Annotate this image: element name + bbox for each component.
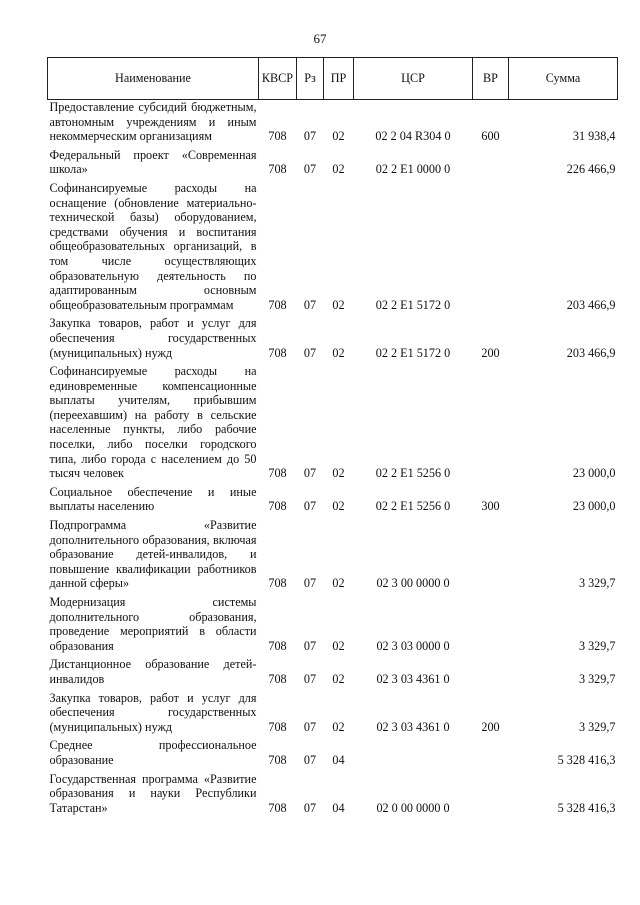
- row-sum: 3 329,7: [578, 719, 616, 734]
- budget-table: [47, 57, 618, 819]
- header-kvsr: КВСР: [259, 58, 297, 100]
- page-number: 67: [313, 31, 327, 46]
- row-sum: 203 466,9: [566, 345, 616, 360]
- row-name: Предоставление субсидий бюджетным, автономным учреждениям и иным некоммерческим организациям: [49, 100, 257, 144]
- table-row: [48, 595, 618, 657]
- row-vr: [473, 148, 509, 181]
- row-rz: 07: [303, 719, 317, 734]
- row-csr: 02 2 E1 5256 0: [375, 499, 451, 514]
- row-sum: 23 000,0: [572, 466, 616, 481]
- row-rz: 07: [303, 576, 317, 591]
- row-csr: 02 3 03 4361 0: [376, 719, 450, 734]
- row-pr: 02: [332, 499, 345, 514]
- row-vr: 200: [481, 719, 500, 734]
- row-vr: [473, 595, 509, 657]
- row-kvsr: 708: [268, 638, 287, 653]
- row-pr: 02: [332, 576, 345, 591]
- table-row: [48, 657, 618, 690]
- row-csr: 02 3 00 0000 0: [376, 576, 450, 591]
- row-csr: [354, 738, 473, 771]
- row-sum: 203 466,9: [566, 297, 616, 312]
- header-sum: Сумма: [509, 58, 618, 100]
- table-row: [48, 181, 618, 316]
- row-sum: 5 328 416,3: [557, 752, 616, 767]
- row-csr: 02 2 E1 0000 0: [375, 162, 451, 177]
- row-vr: [473, 181, 509, 316]
- table-row: [48, 738, 618, 771]
- row-sum: 3 329,7: [578, 671, 616, 686]
- row-pr: 02: [332, 671, 345, 686]
- row-csr: 02 0 00 0000 0: [376, 800, 450, 815]
- row-rz: 07: [303, 499, 317, 514]
- row-vr: 300: [481, 499, 500, 514]
- row-kvsr: 708: [268, 800, 287, 815]
- row-pr: 02: [332, 466, 345, 481]
- row-csr: 02 2 E1 5172 0: [375, 345, 451, 360]
- row-pr: 02: [332, 129, 345, 144]
- row-sum: 31 938,4: [572, 129, 616, 144]
- row-csr: 02 2 E1 5256 0: [375, 466, 451, 481]
- header-rz: Рз: [297, 58, 324, 100]
- row-pr: 04: [332, 800, 345, 815]
- table-row: [48, 518, 618, 595]
- row-rz: 07: [303, 638, 317, 653]
- row-vr: 200: [481, 345, 500, 360]
- row-vr: 600: [481, 129, 500, 144]
- row-rz: 07: [303, 129, 317, 144]
- row-rz: 07: [303, 800, 317, 815]
- row-kvsr: 708: [268, 671, 287, 686]
- row-vr: [473, 738, 509, 771]
- row-name: Закупка товаров, работ и услуг для обеспечения государственных (муниципальных) нужд: [49, 690, 257, 734]
- row-name: Софинансируемые расходы на единовременные компенсационные выплаты учителям, прибывшим (переехавшим) на работу в сельские населенные пункты, либо рабочие поселки, либо поселки городского типа, либо города с населением до 50 тысяч человек: [49, 364, 257, 481]
- row-pr: 04: [332, 752, 345, 767]
- row-rz: 07: [303, 752, 317, 767]
- row-vr: [473, 772, 509, 820]
- row-name: Среднее профессиональное образование: [49, 738, 257, 767]
- header-name: Наименование: [48, 58, 259, 100]
- table-row: [48, 772, 618, 820]
- row-rz: 07: [303, 297, 317, 312]
- table-row: [48, 691, 618, 739]
- row-pr: 02: [332, 345, 345, 360]
- row-csr: 02 2 04 R304 0: [375, 129, 451, 144]
- row-name: Подпрограмма «Развитие дополнительного образования, включая образование детей-инвалидов, и повышение квалификации работников данной сферы»: [49, 518, 257, 591]
- header-vr: ВР: [473, 58, 509, 100]
- header-pr: ПР: [324, 58, 354, 100]
- row-kvsr: 708: [268, 576, 287, 591]
- row-kvsr: 708: [268, 345, 287, 360]
- row-pr: 02: [332, 638, 345, 653]
- row-kvsr: 708: [268, 466, 287, 481]
- row-name: Социальное обеспечение и иные выплаты населению: [49, 484, 257, 514]
- table-row: [48, 100, 618, 148]
- table-row: [48, 364, 618, 485]
- header-csr: ЦСР: [354, 58, 473, 100]
- row-name: Федеральный проект «Современная школа»: [49, 147, 257, 177]
- row-pr: 02: [332, 297, 345, 312]
- row-csr: 02 2 E1 5172 0: [375, 297, 451, 312]
- row-kvsr: 708: [268, 499, 287, 514]
- row-kvsr: 708: [268, 752, 287, 767]
- row-vr: [473, 364, 509, 485]
- row-name: Дистанционное образование детей-инвалидов: [49, 657, 257, 686]
- row-sum: 3 329,7: [578, 638, 616, 653]
- table-row: [48, 316, 618, 364]
- table-row: [48, 485, 618, 518]
- row-sum: 5 328 416,3: [557, 800, 616, 815]
- row-kvsr: 708: [268, 162, 287, 177]
- row-sum: 226 466,9: [566, 162, 616, 177]
- row-pr: 02: [332, 162, 345, 177]
- row-sum: 23 000,0: [572, 499, 616, 514]
- row-name: Закупка товаров, работ и услуг для обеспечения государственных (муниципальных) нужд: [49, 316, 257, 360]
- row-vr: [473, 518, 509, 595]
- row-kvsr: 708: [268, 719, 287, 734]
- row-rz: 07: [303, 671, 317, 686]
- row-rz: 07: [303, 466, 317, 481]
- row-name: Софинансируемые расходы на оснащение (обновление материально-технической базы) оборудованием, средствами обучения и воспитания общеобразовательных организаций, в том числе осуществляющих образовательную деятельность по адаптированным основным общеобразовательным программам: [49, 180, 257, 312]
- row-csr: 02 3 03 0000 0: [376, 638, 450, 653]
- table-header-row: [48, 58, 618, 100]
- row-csr: 02 3 03 4361 0: [376, 671, 450, 686]
- row-kvsr: 708: [268, 129, 287, 144]
- row-rz: 07: [303, 345, 317, 360]
- row-name: Государственная программа «Развитие образования и науки Республики Татарстан»: [49, 771, 257, 815]
- row-sum: 3 329,7: [578, 576, 616, 591]
- table-row: [48, 148, 618, 181]
- row-kvsr: 708: [268, 297, 287, 312]
- row-vr: [473, 657, 509, 690]
- row-pr: 02: [332, 719, 345, 734]
- row-rz: 07: [303, 162, 317, 177]
- row-name: Модернизация системы дополнительного образования, проведение мероприятий в области образования: [49, 595, 257, 653]
